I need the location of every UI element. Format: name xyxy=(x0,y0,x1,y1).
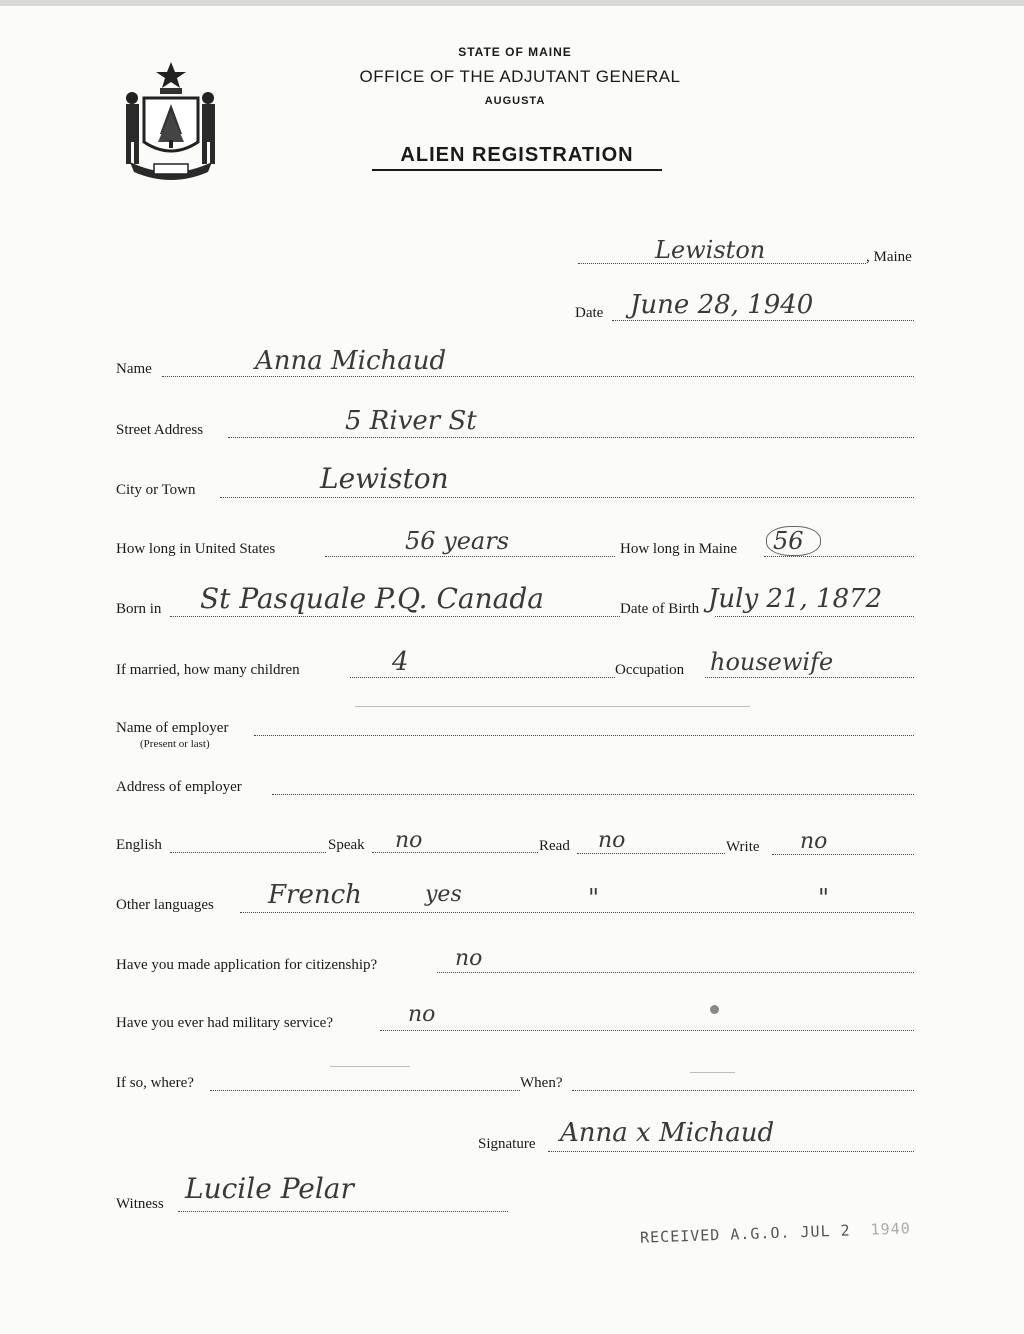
received-stamp-year: 1940 xyxy=(870,1219,912,1239)
city-entry: Lewiston xyxy=(320,462,449,495)
other-speak-entry: yes xyxy=(425,882,462,907)
header-city: AUGUSTA xyxy=(484,95,546,107)
signature-label: Signature xyxy=(478,1136,536,1152)
occupation-label: Occupation xyxy=(615,662,685,678)
employer-name-label: Name of employer xyxy=(116,720,229,736)
date-entry: June 28, 1940 xyxy=(630,290,814,320)
speak-entry: no xyxy=(395,828,423,853)
read-line xyxy=(577,853,725,854)
born-in-line xyxy=(170,616,620,617)
read-label: Read xyxy=(539,838,570,854)
citizenship-line xyxy=(437,972,914,973)
name-line xyxy=(162,376,914,377)
english-label: English xyxy=(116,837,162,853)
date-line xyxy=(612,320,914,321)
read-entry: no xyxy=(598,828,626,853)
name-label: Name xyxy=(116,361,152,377)
how-long-maine-line xyxy=(764,556,914,557)
write-label: Write xyxy=(726,839,760,855)
children-entry: 4 xyxy=(392,647,409,677)
other-language-entry: French xyxy=(268,880,362,910)
born-in-label: Born in xyxy=(116,601,162,617)
city-line xyxy=(220,497,914,498)
write-entry: no xyxy=(800,829,828,854)
signature-line xyxy=(548,1151,914,1152)
occupation-entry: housewife xyxy=(710,648,834,676)
employer-address-line xyxy=(272,794,914,795)
signature-entry: Anna x Michaud xyxy=(560,1118,775,1148)
faint-mark xyxy=(690,1072,735,1073)
citizenship-entry: no xyxy=(455,946,483,971)
how-long-us-label: How long in United States xyxy=(116,541,276,557)
how-long-maine-entry: 56 xyxy=(766,526,821,556)
occupation-line xyxy=(705,677,914,678)
english-line xyxy=(170,852,326,853)
write-line xyxy=(772,854,914,855)
married-label: If married, how many children xyxy=(116,662,300,678)
date-of-birth-line xyxy=(715,616,914,617)
place-entry: Lewiston xyxy=(655,236,766,264)
military-entry: no xyxy=(408,1002,436,1027)
name-entry: Anna Michaud xyxy=(255,346,447,376)
date-label: Date xyxy=(575,305,604,321)
witness-line xyxy=(178,1211,508,1212)
where-line xyxy=(210,1090,520,1091)
other-languages-line xyxy=(240,912,914,913)
witness-entry: Lucile Pelar xyxy=(185,1172,354,1205)
military-line xyxy=(380,1030,914,1031)
how-long-us-entry: 56 years xyxy=(405,527,510,555)
ink-spot xyxy=(710,1005,719,1014)
header-office: OFFICE OF THE ADJUTANT GENERAL xyxy=(359,67,681,86)
maine-label: , Maine xyxy=(866,249,912,265)
citizenship-label: Have you made application for citizenship? xyxy=(116,957,378,973)
erased-mark xyxy=(355,706,750,707)
form-title: ALIEN REGISTRATION xyxy=(372,144,662,171)
military-label: Have you ever had military service? xyxy=(116,1015,333,1031)
street-label: Street Address xyxy=(116,422,204,438)
employer-name-line xyxy=(254,735,914,736)
header-state: STATE OF MAINE xyxy=(458,45,572,59)
where-label: If so, where? xyxy=(116,1075,194,1091)
witness-label: Witness xyxy=(116,1196,164,1212)
city-label: City or Town xyxy=(116,482,196,498)
faint-mark xyxy=(330,1066,410,1067)
born-in-entry: St Pasquale P.Q. Canada xyxy=(200,582,544,615)
when-line xyxy=(572,1090,914,1091)
street-entry: 5 River St xyxy=(345,406,477,436)
received-stamp-text: RECEIVED A.G.O. JUL 2 xyxy=(639,1221,851,1247)
state-seal-emblem xyxy=(116,58,226,182)
speak-label: Speak xyxy=(328,837,365,853)
how-long-maine-label: How long in Maine xyxy=(620,541,738,557)
employer-address-label: Address of employer xyxy=(116,779,242,795)
when-label: When? xyxy=(520,1075,563,1091)
other-read-entry: " xyxy=(588,884,600,912)
received-stamp xyxy=(640,1219,911,1246)
other-languages-label: Other languages xyxy=(116,897,214,913)
other-write-entry: " xyxy=(818,884,830,912)
date-of-birth-entry: July 21, 1872 xyxy=(708,584,883,614)
scan-edge xyxy=(0,0,1024,6)
employer-name-sublabel: (Present or last) xyxy=(140,738,210,750)
street-line xyxy=(228,437,914,438)
how-long-us-line xyxy=(325,556,615,557)
date-of-birth-label: Date of Birth xyxy=(620,601,700,617)
married-line xyxy=(350,677,615,678)
